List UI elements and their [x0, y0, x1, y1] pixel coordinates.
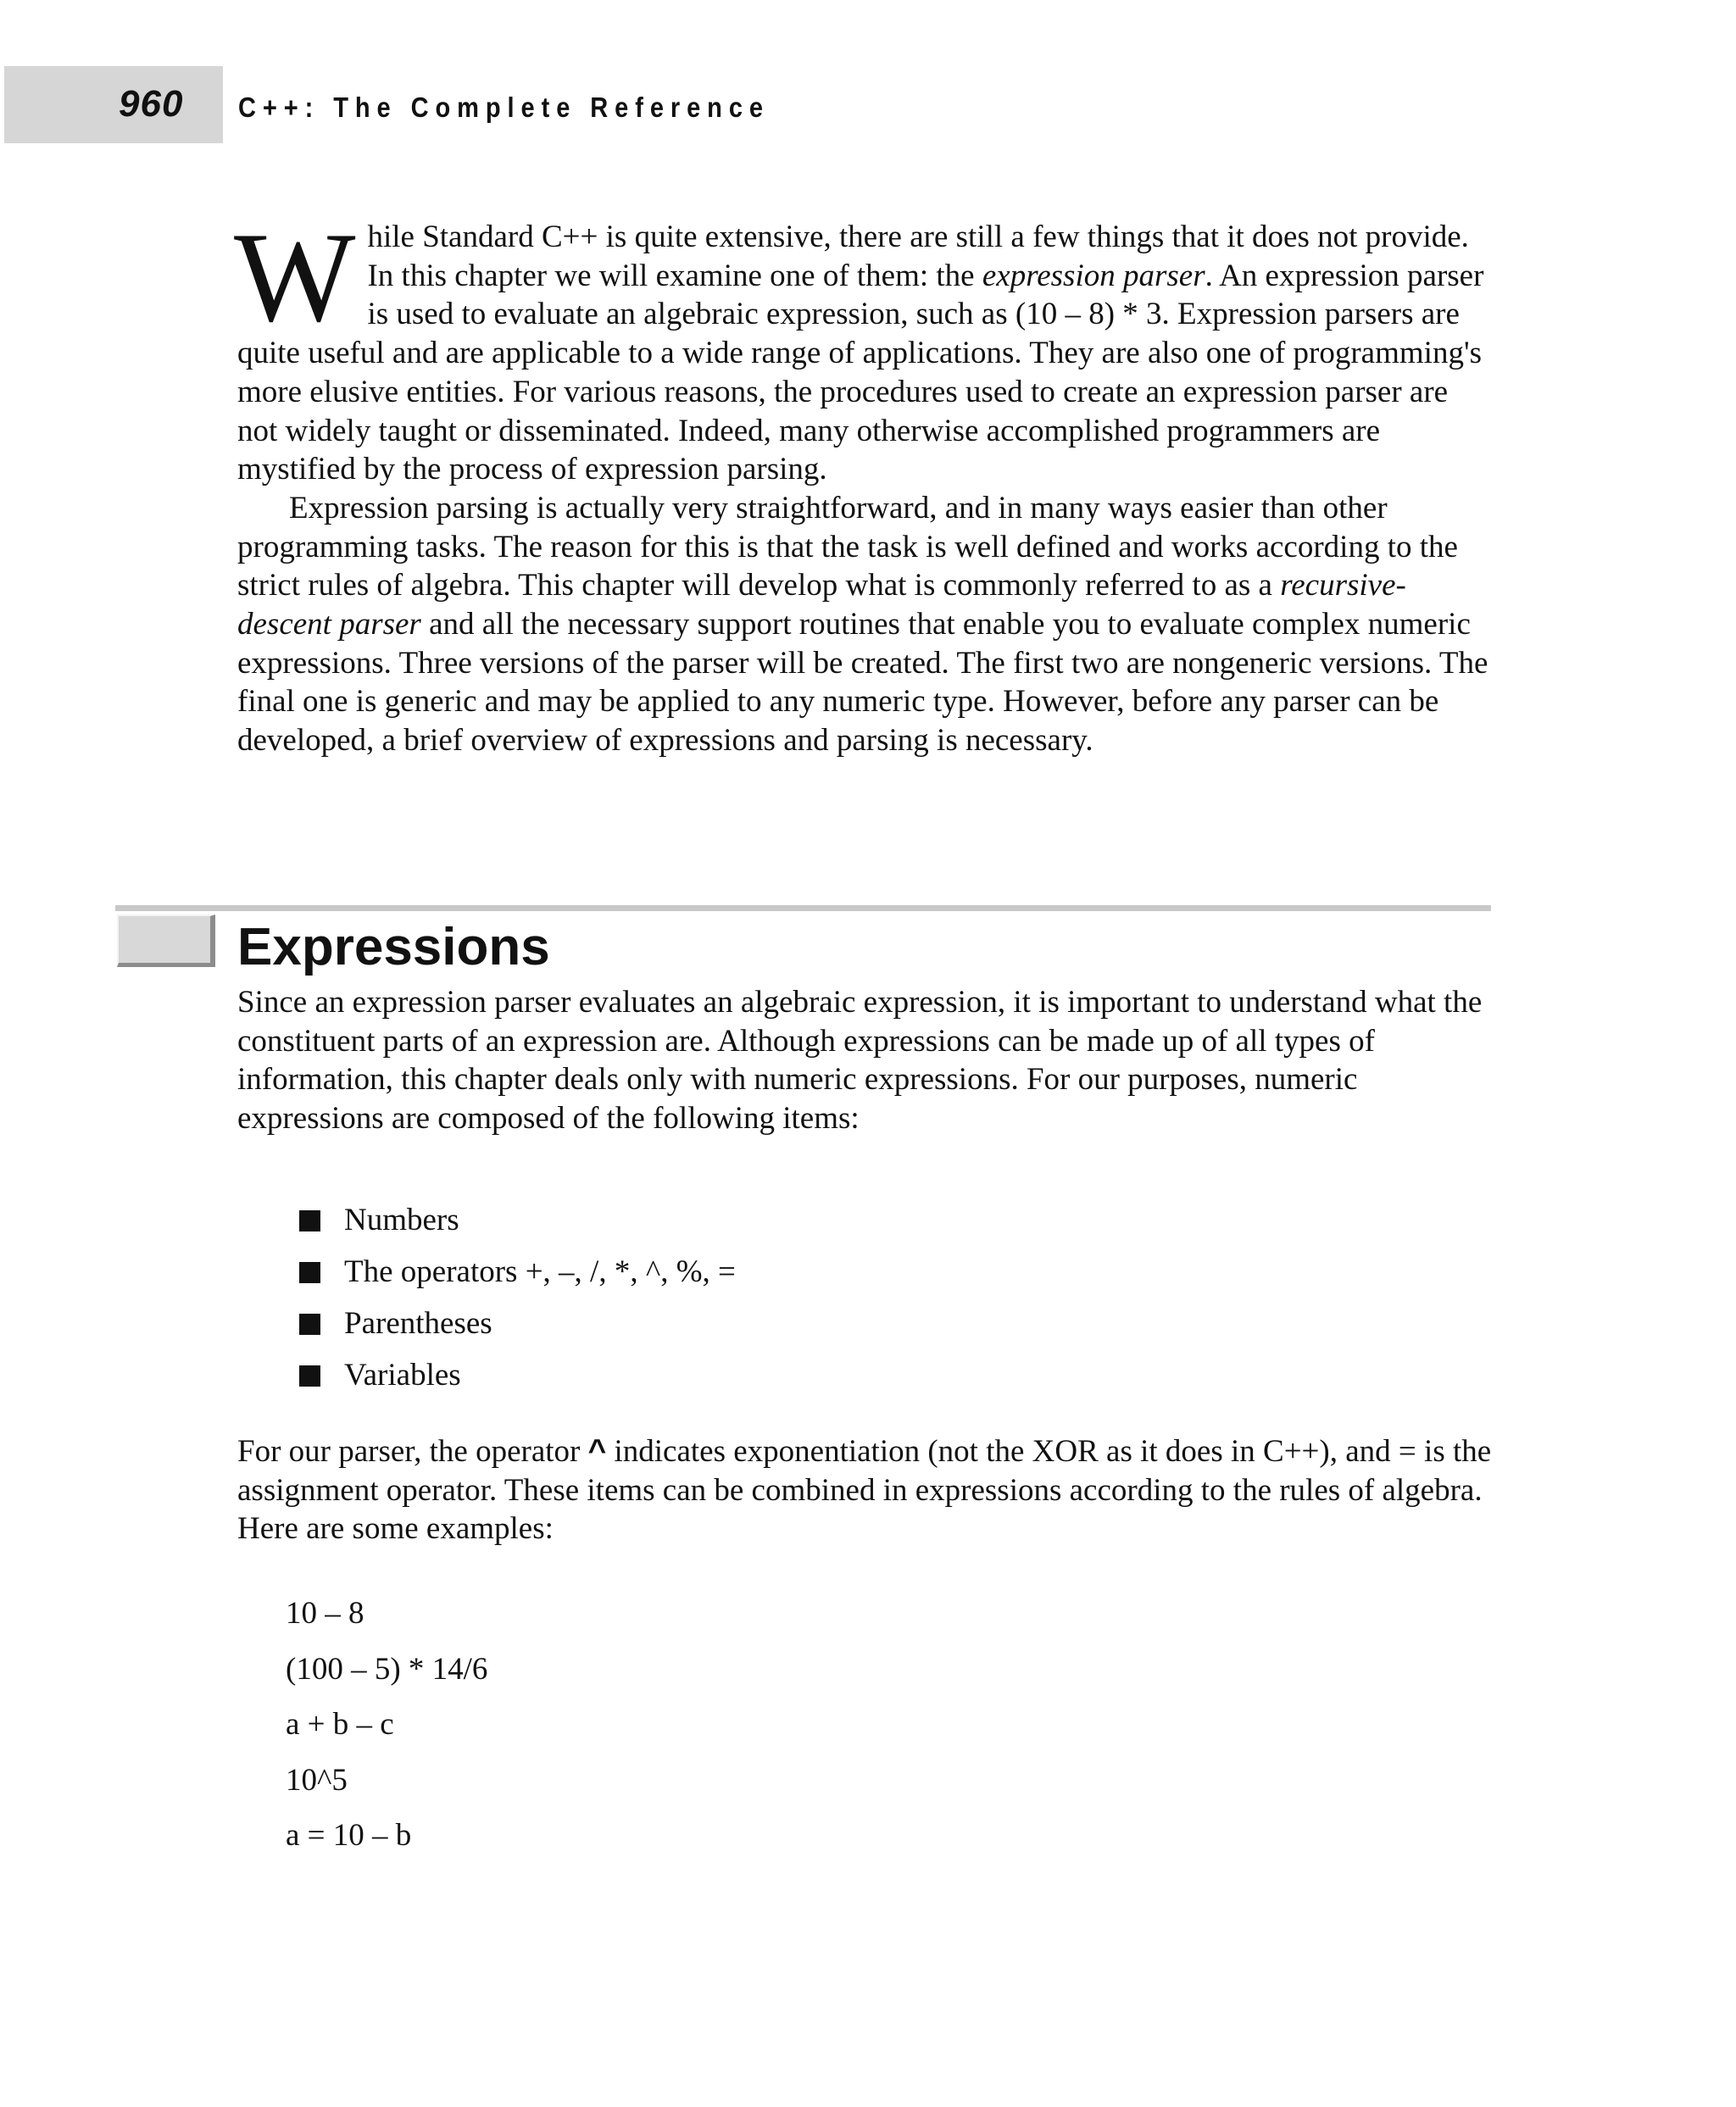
operator-paragraph-text-b: indicates exponentiation (not the XOR as it does in C++), and = is the assignment operator. These items can be combined in expressions according to the rules of algebra. Here are some examples:: [237, 1434, 1492, 1547]
intro-p1-emphasis: expression parser: [982, 258, 1205, 293]
list-item: [297, 1202, 736, 1254]
running-head: C++: The Complete Reference: [238, 92, 770, 123]
section-heading: Expressions: [237, 918, 550, 976]
list-item-text: Numbers: [344, 1203, 459, 1237]
drop-cap: W: [234, 206, 356, 348]
operator-paragraph: [237, 1432, 1492, 1548]
operator-paragraph-text-a: For our parser, the operator: [237, 1434, 588, 1469]
page-number: 960: [119, 83, 184, 125]
example-expression: (100 – 5) * 14/6: [286, 1651, 488, 1687]
page-number-box: [4, 66, 223, 143]
bullet-square-icon: [299, 1314, 320, 1335]
bullet-list: [297, 1202, 736, 1409]
example-expression: a = 10 – b: [286, 1818, 412, 1853]
intro-p2-text-a: Expression parsing is actually very straightforward, and in many ways easier than other programming tasks. The reason for this is that the task is well defined and works according to the strict rules of algebra. This chapter will develop what is commonly referred to as a: [237, 490, 1458, 603]
caret-operator: ^: [587, 1433, 607, 1468]
list-item-text: Parentheses: [344, 1306, 492, 1341]
list-item: [297, 1357, 736, 1409]
intro-p1-text-b: . An expression parser is used to evaluate an algebraic expression, such as (10 – 8) * 3. Expression parsers are quite useful and are applicable to a wide range of applications. They are also one of programming's more elusive entities. For various reasons, the procedures used to create an expression parser are not widely taught or disseminated. Indeed, many otherwise accomplished programmers are mystified by the process of expression parsing.: [237, 258, 1484, 487]
list-item-text: Variables: [344, 1358, 461, 1393]
list-item-text: The operators +, –, /, *, ^, %, =: [344, 1254, 736, 1289]
list-item: [297, 1254, 736, 1305]
example-expression: 10^5: [286, 1762, 348, 1798]
intro-p2-emphasis: recursive-descent parser: [237, 568, 1406, 642]
chapter-intro: [234, 206, 1492, 760]
intro-paragraph-1: [234, 206, 1492, 489]
bullet-square-icon: [299, 1210, 320, 1231]
intro-p2-text-b: and all the necessary support routines that enable you to evaluate complex numeric expressions. Three versions of the parser will be created. The first two are nongeneric versions. The final one is generic and may be applied to any numeric type. However, before any parser can be developed, a brief overview of expressions and parsing is necessary.: [237, 607, 1488, 759]
intro-p1-text-a: hile Standard C++ is quite extensive, there are still a few things that it does not provide. In this chapter we will examine one of them: the: [367, 220, 1469, 293]
section-paragraph: Since an expression parser evaluates an algebraic expression, it is important to understand what the constituent parts of an expression are. Although expressions can be made up of all types of information, this chapter deals only with numeric expressions. For our purposes, numeric expressions are composed of the following items:: [237, 985, 1483, 1137]
section-rule: [115, 905, 1491, 911]
example-expressions: [286, 1595, 487, 1873]
list-item: [297, 1305, 736, 1357]
bullet-square-icon: [299, 1365, 320, 1387]
bullet-square-icon: [299, 1262, 320, 1283]
example-expression: 10 – 8: [286, 1596, 364, 1631]
section-tab-marker: [117, 915, 215, 967]
example-expression: a + b – c: [286, 1707, 394, 1742]
intro-paragraph-2: [237, 489, 1492, 760]
